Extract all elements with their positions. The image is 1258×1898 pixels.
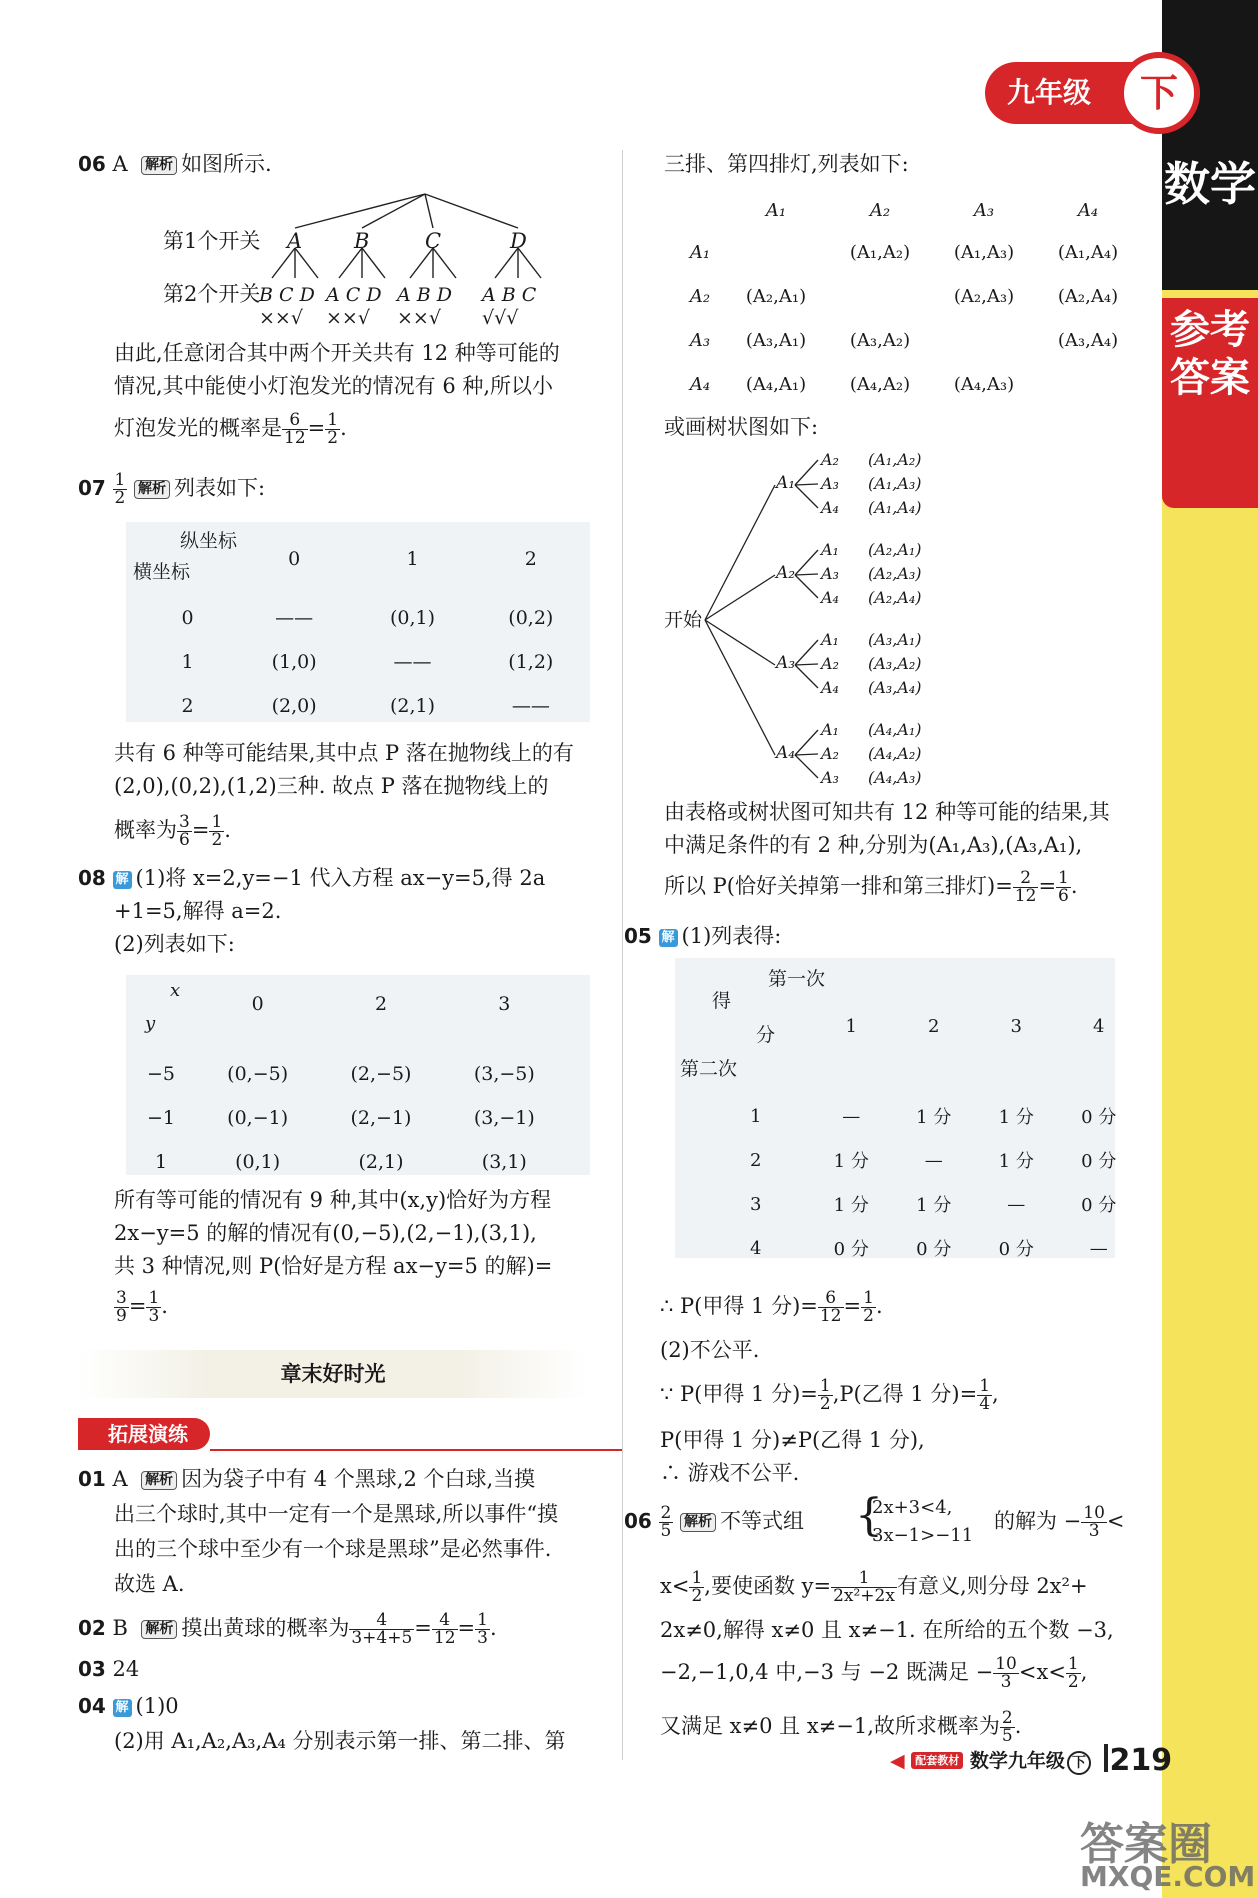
e01-header: 01 A 解析 因为袋子中有 4 个黑球,2 个白球,当摸	[78, 1467, 536, 1491]
r-q06-header: 06 $\frac{2}{5}$ 解析 不等式组	[624, 1503, 805, 1541]
q06-header: 06 A 解析 如图所示.	[78, 152, 272, 176]
r-text: 中满足条件的有 2 种,分别为(A₁,A₃),(A₃,A₁),	[664, 833, 1083, 857]
table-corner-label: 横坐标	[133, 561, 191, 583]
tree-node: C	[425, 229, 442, 253]
tree-branch-node: A₄	[776, 743, 796, 763]
analysis-tag: 解析	[141, 1620, 177, 1639]
table-corner-label: 第二次	[680, 1058, 738, 1080]
column-divider	[622, 150, 623, 1760]
q06-text: 情况,其中能使小灯泡发光的情况有 6 种,所以小	[114, 374, 554, 398]
q08-table: 0 2 3 −5 (0,−5) (2,−5) (3,−5) −1 (0,−1) (2,−1) (3,−1) 1 (0,1) (2,1) (3,1)	[146, 993, 535, 1173]
solution-tag: 解	[113, 871, 132, 889]
tree-leaf: A₃	[821, 564, 839, 583]
e01-text: 出三个球时,其中一定有一个是黑球,所以事件“摸	[114, 1502, 559, 1526]
r-result: 所以 P(恰好关掉第一排和第三排灯)= $\frac{2}{12}$ = $\frac{1}{6}$ .	[664, 868, 1078, 906]
tree-leaf: A₄	[821, 588, 839, 607]
subject-tab: 数学	[1162, 0, 1258, 290]
tree-node: D	[510, 229, 527, 253]
q05-text: P(甲得 1 分)≠P(乙得 1 分),	[660, 1428, 925, 1452]
r-text: 三排、第四排灯,列表如下:	[664, 152, 909, 176]
r-text: 或画树状图如下:	[664, 415, 819, 439]
e04-text: (2)用 A₁,A₂,A₃,A₄ 分别表示第一排、第二排、第	[114, 1729, 566, 1753]
table-corner-label: 第一次	[768, 968, 826, 990]
e01-text: 出的三个球中至少有一个球是黑球”是必然事件.	[114, 1537, 552, 1561]
tree-leaf: A₃	[821, 768, 839, 787]
tree-children: B C D	[259, 284, 315, 306]
e03-line: 03 24	[78, 1657, 140, 1681]
q06-text: 由此,任意闭合其中两个开关共有 12 种等可能的	[114, 341, 560, 365]
q05-header: 05 解 (1)列表得:	[624, 924, 782, 948]
footer-term-badge: 下	[1067, 1751, 1091, 1775]
tree-children: A B D	[397, 284, 452, 306]
e01-text: 故选 A.	[114, 1572, 185, 1596]
r-q06-text: 2x≠0,解得 x≠0 且 x≠−1. 在所给的五个数 −3,	[660, 1618, 1114, 1642]
q07-text: (2,0),(0,2),(1,2)三种. 故点 P 落在抛物线上的	[114, 774, 549, 798]
q08-text: +1=5,解得 a=2.	[114, 899, 282, 923]
r-text: 由表格或树状图可知共有 12 种等可能的结果,其	[664, 800, 1110, 824]
q08-header: 08 解 (1)将 x=2,y=−1 代入方程 ax−y=5,得 2a	[78, 866, 546, 890]
watermark-logo: 答案圈	[1080, 1819, 1212, 1870]
tree-children: A C D	[326, 284, 382, 306]
q05-text: (2)不公平.	[660, 1338, 760, 1362]
q08-text: 共 3 种情况,则 P(恰好是方程 ax−y=5 的解)=	[114, 1254, 553, 1278]
q08-result: $\frac{3}{9}$ = $\frac{1}{3}$ .	[116, 1288, 168, 1326]
r-q06-l5: 又满足 x≠0 且 x≠−1,故所求概率为 $\frac{2}{5}$ .	[660, 1708, 1022, 1746]
watermark-url: MXQE.COM	[1080, 1860, 1256, 1893]
arrow-left-icon: ◀	[890, 1750, 905, 1772]
tree-node: B	[354, 229, 370, 253]
system-eq: 3x−1>−11	[872, 1525, 974, 1546]
q07-result: 概率为 $\frac{3}{6}$ = $\frac{1}{2}$ .	[114, 812, 231, 850]
table-corner-label: 得	[712, 990, 732, 1012]
tree-branch-node: A₂	[776, 563, 796, 583]
analysis-tag: 解析	[134, 480, 170, 499]
chapter-title: 章末好时光	[78, 1350, 588, 1398]
q07-table: 0 1 2 0 —— (0,1) (0,2) 1 (1,0) —— (1,2) 2 (2,0) (2,1) ——	[181, 548, 554, 717]
tree-branch-node: A₁	[776, 473, 796, 493]
q07-header: 07 $\frac{1}{2}$ 解析 列表如下:	[78, 470, 266, 508]
tree-outcome: (A₃,A₁)	[868, 630, 922, 649]
e04-header: 04 解 (1)0	[78, 1694, 179, 1718]
r-q06-l2: x< $\frac{1}{2}$ ,要使函数 y= $\frac{1}{\text{2x²+2x}}$ 有意义,则分母 2x²+	[660, 1568, 1088, 1606]
tree-leaf: A₁	[821, 720, 839, 739]
extension-practice-label: 拓展演练	[78, 1418, 210, 1450]
q05-table: 1 2 3 4 1 — 1 分 1 分 0 分 2 1 分 — 1 分 0 分 3 1 分 1 分 — 0 分 4 0 分 0 分 0 分 —	[750, 1015, 1117, 1260]
switch1-label: 第1个开关	[163, 229, 261, 253]
tree-outcome: (A₁,A₄)	[868, 498, 922, 517]
q08-text: 2x−y=5 的解的情况有(0,−5),(2,−1),(3,1),	[114, 1221, 537, 1245]
tree-outcome: (A₄,A₁)	[868, 720, 922, 739]
page-number: 219	[1109, 1743, 1173, 1778]
q06-result: 灯泡发光的概率是 $\frac{6}{12}$ = $\frac{1}{2}$ .	[114, 410, 347, 448]
analysis-tag: 解析	[680, 1513, 716, 1532]
r-q06-t2: 的解为 − $\frac{10}{3}$ <	[994, 1503, 1125, 1541]
tree-children: A B C	[482, 284, 537, 306]
term-badge: 下	[1118, 52, 1200, 134]
lights-table: A₁ A₂ A₃ A₄ A₁ (A₁,A₂) (A₁,A₃) (A₁,A₄) A₂ (A₂,A₁) (A₂,A₃) (A₂,A₄) A₃ (A₃,A₁) (A₃,A₂) (A₃,A₄) A₄ (A₄,A₁) (A₄,A₂) (A₄,A₃)	[689, 199, 1119, 395]
solution-tag: 解	[659, 929, 678, 947]
switch2-label: 第2个开关	[163, 282, 261, 306]
tree-marks: ××√	[397, 307, 441, 329]
tree-leaf: A₂	[821, 654, 839, 673]
tree-marks: √√√	[482, 307, 519, 329]
tree-leaf: A₄	[821, 498, 839, 517]
tree-outcome: (A₃,A₂)	[868, 654, 922, 673]
tree-branch-node: A₃	[776, 653, 796, 673]
q05-s1: ∴ P(甲得 1 分)= $\frac{6}{12}$ = $\frac{1}{2}$ .	[660, 1288, 883, 1326]
grade-label: 九年级	[985, 62, 1200, 124]
table-corner-label: y	[145, 1013, 156, 1034]
table-corner-label: 纵坐标	[180, 530, 238, 552]
tree-marks: ××√	[259, 307, 303, 329]
tree-leaf: A₂	[821, 450, 839, 469]
q05-text: ∴ 游戏不公平.	[660, 1461, 800, 1485]
tree-outcome: (A₁,A₂)	[868, 450, 922, 469]
tree-leaf: A₂	[821, 744, 839, 763]
extension-underline	[210, 1449, 622, 1451]
tree-leaf: A₁	[821, 630, 839, 649]
tree-marks: ××√	[326, 307, 370, 329]
r-q06-l4: −2,−1,0,4 中,−3 与 −2 既满足 − $\frac{10}{3}$ <x< $\frac{1}{2}$ ,	[660, 1654, 1088, 1692]
system-eq: 2x+3<4,	[872, 1497, 953, 1518]
q05-s3: ∵ P(甲得 1 分)= $\frac{1}{2}$ ,P(乙得 1 分)= $\frac{1}{4}$ ,	[660, 1376, 999, 1414]
tree-outcome: (A₄,A₃)	[868, 768, 922, 787]
tree-outcome: (A₂,A₄)	[868, 588, 922, 607]
tree-outcome: (A₄,A₂)	[868, 744, 922, 763]
tree-node: A	[287, 229, 303, 253]
tree-outcome: (A₂,A₃)	[868, 564, 922, 583]
e02-line: 02 B 解析 摸出黄球的概率为 $\frac{4}{3+4+5}$ = $\frac{4}{12}$ = $\frac{1}{3}$ .	[78, 1610, 497, 1648]
q08-text: (2)列表如下:	[114, 932, 235, 956]
tree-outcome: (A₃,A₄)	[868, 678, 922, 697]
tree-leaf: A₃	[821, 474, 839, 493]
analysis-tag: 解析	[141, 1471, 177, 1490]
section-tab: 参考答案	[1162, 298, 1258, 508]
table-corner-label: x	[170, 980, 181, 1001]
solution-tag: 解	[113, 1699, 132, 1717]
table-corner-label: 分	[756, 1024, 776, 1046]
tree-leaf: A₁	[821, 540, 839, 559]
q08-text: 所有等可能的情况有 9 种,其中(x,y)恰好为方程	[114, 1188, 552, 1212]
q07-text: 共有 6 种等可能结果,其中点 P 落在抛物线上的有	[114, 741, 574, 765]
page-footer: ◀ 配套教材 数学九年级 下 219	[890, 1743, 1173, 1778]
brace-icon: {	[855, 1490, 883, 1541]
tree-leaf: A₄	[821, 678, 839, 697]
analysis-tag: 解析	[141, 156, 177, 175]
tree-outcome: (A₁,A₃)	[868, 474, 922, 493]
tree-outcome: (A₂,A₁)	[868, 540, 922, 559]
tree-root: 开始	[664, 609, 703, 631]
footer-badge: 配套教材	[911, 1752, 963, 1769]
